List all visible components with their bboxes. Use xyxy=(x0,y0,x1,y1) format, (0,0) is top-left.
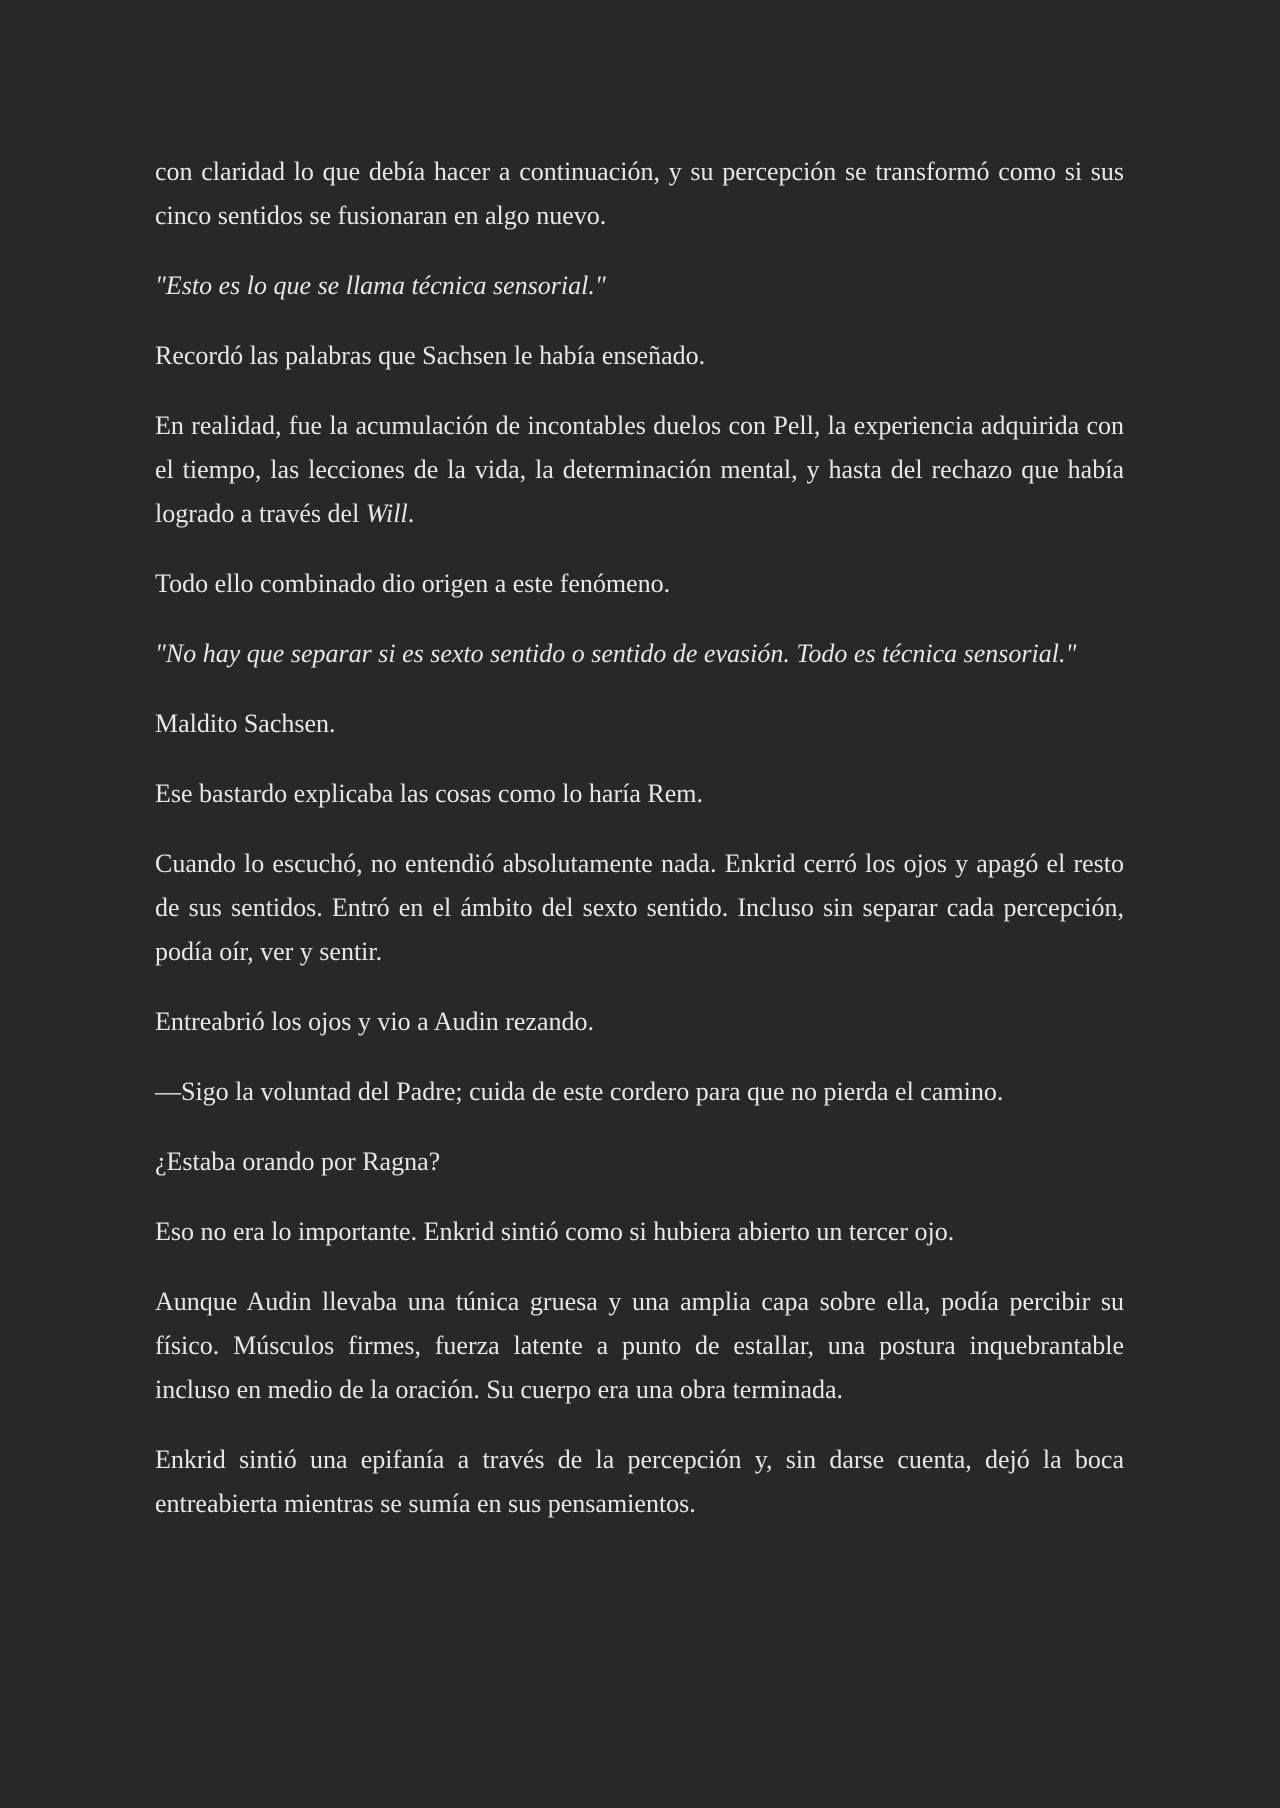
paragraph-text: En realidad, fue la acumulación de incontables duelos con Pell, la experiencia adquirida con el tiempo, las lecciones de la vida, la determinación mental, y hasta del rechazo que había logrado a través del xyxy=(155,411,1124,528)
paragraph: Maldito Sachsen. xyxy=(155,709,336,738)
paragraph: Todo ello combinado dio origen a este fenómeno. xyxy=(155,569,671,598)
paragraph: Enkrid sintió una epifanía a través de la percepción y, sin darse cuenta, dejó la boca entreabierta mientras se sumía en sus pensamientos. xyxy=(155,1445,1124,1518)
paragraph: ¿Estaba orando por Ragna? xyxy=(155,1147,441,1176)
emphasis-text: Will xyxy=(365,499,408,528)
paragraph-text: . xyxy=(407,499,415,528)
dialogue-paragraph: —Sigo la voluntad del Padre; cuida de este cordero para que no pierda el camino. xyxy=(155,1077,1004,1106)
reader-page xyxy=(155,150,1124,1552)
paragraph: con claridad lo que debía hacer a continuación, y su percepción se transformó como si sus cinco sentidos se fusionaran en algo nuevo. xyxy=(155,157,1124,230)
paragraph: Eso no era lo importante. Enkrid sintió como si hubiera abierto un tercer ojo. xyxy=(155,1217,955,1246)
quote-paragraph: "No hay que separar si es sexto sentido o sentido de evasión. Todo es técnica sensorial." xyxy=(155,639,1077,668)
paragraph: Recordó las palabras que Sachsen le había enseñado. xyxy=(155,341,706,370)
quote-paragraph: "Esto es lo que se llama técnica sensorial." xyxy=(155,271,606,300)
paragraph: Aunque Audin llevaba una túnica gruesa y una amplia capa sobre ella, podía percibir su físico. Músculos firmes, fuerza latente a punto de estallar, una postura inquebrantable incluso en medio de la oración. Su cuerpo era una obra terminada. xyxy=(155,1287,1124,1404)
paragraph: Cuando lo escuchó, no entendió absolutamente nada. Enkrid cerró los ojos y apagó el resto de sus sentidos. Entró en el ámbito del sexto sentido. Incluso sin separar cada percepción, podía oír, ver y sentir. xyxy=(155,849,1124,966)
paragraph: Ese bastardo explicaba las cosas como lo haría Rem. xyxy=(155,779,703,808)
paragraph xyxy=(155,404,1124,536)
paragraph: Entreabrió los ojos y vio a Audin rezando. xyxy=(155,1007,595,1036)
